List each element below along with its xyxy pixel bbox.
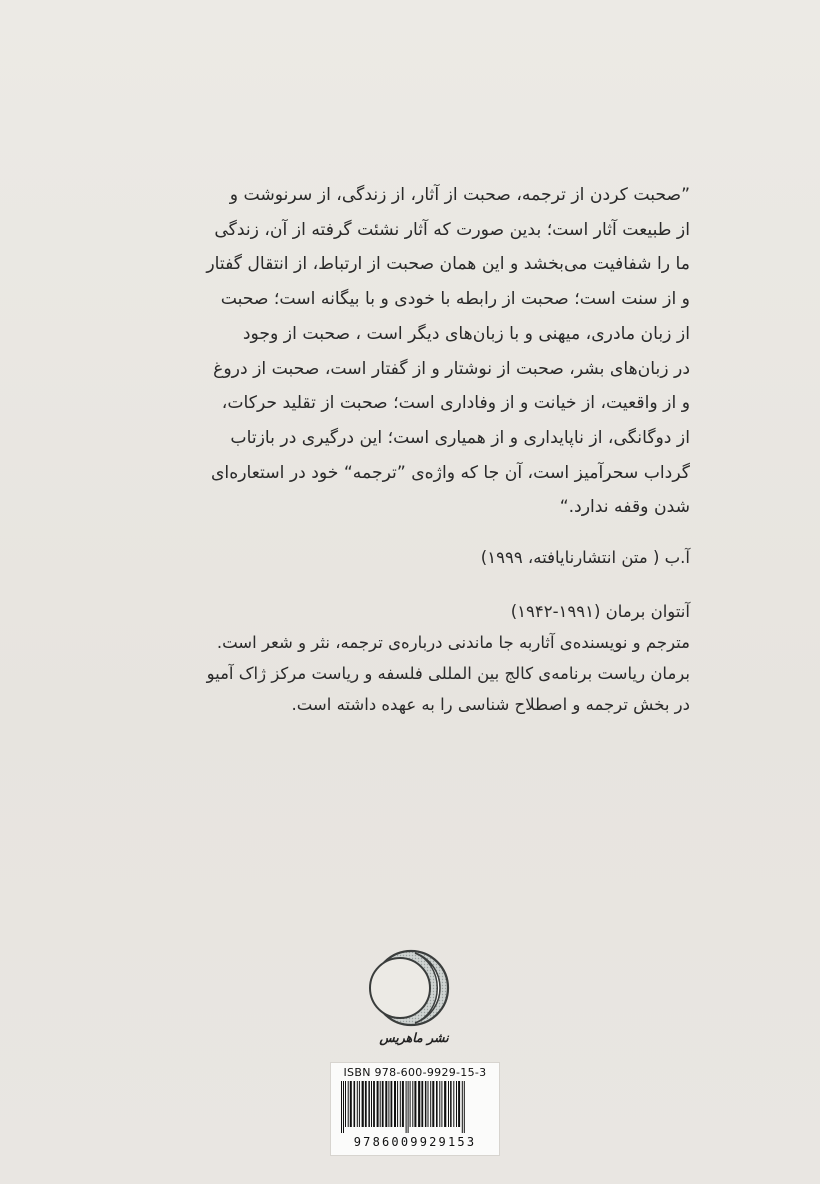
barcode-bar xyxy=(418,1081,420,1127)
barcode-bar xyxy=(428,1081,429,1127)
back-cover-quote xyxy=(150,178,690,525)
quote-line: و از واقعیت، از خیانت و از وفاداری است؛ صحبت از تقلید حرکات، xyxy=(221,393,690,414)
barcode-bars xyxy=(339,1081,491,1133)
quote-line: و از سنت است؛ صحبت از رابطه با خودی و با بیگانه است؛ صحبت xyxy=(220,289,690,310)
barcode-bar xyxy=(380,1081,381,1127)
author-bio xyxy=(130,596,690,720)
barcode-bar xyxy=(450,1081,452,1127)
barcode-bar xyxy=(382,1081,384,1127)
barcode-bar xyxy=(456,1081,457,1127)
barcode-bar xyxy=(359,1081,360,1127)
barcode-bar xyxy=(421,1081,423,1127)
quote-citation: آ.ب ( متن انتشارنایافته، ۱۹۹۹) xyxy=(480,548,690,567)
barcode-bar xyxy=(436,1081,438,1127)
author-name-line: آنتوان برمان (۱۹۹۱-۱۹۴۲) xyxy=(510,602,690,621)
barcode-bar xyxy=(414,1081,416,1127)
barcode-bar xyxy=(410,1081,411,1127)
quote-line: در زبان‌های بشر، صحبت از نوشتار و از گفتار است، صحبت از دروغ xyxy=(213,358,690,379)
barcode-bar xyxy=(464,1081,465,1133)
barcode-bar xyxy=(406,1081,407,1133)
barcode-digits: 9786009929153 xyxy=(353,1135,477,1149)
barcode-bar xyxy=(350,1081,352,1127)
barcode-bar xyxy=(377,1081,379,1127)
barcode-bar xyxy=(391,1081,393,1127)
quote-line: از طبیعت آثار است؛ بدین صورت که آثار نشئت گرفته از آن، زندگی xyxy=(214,219,690,240)
barcode-bar xyxy=(458,1081,460,1127)
barcode-bar xyxy=(400,1081,401,1127)
barcode-bar xyxy=(432,1081,434,1127)
barcode-bar xyxy=(343,1081,344,1133)
quote-line: شدن وقفه ندارد.“ xyxy=(559,497,690,518)
barcode-bar xyxy=(394,1081,396,1127)
barcode-bar xyxy=(441,1081,442,1127)
bio-line: برمان ریاست برنامه‌ی کالج بین المللی فلسفه و ریاست مرکز ژاک آمیو xyxy=(206,664,690,683)
barcode-bar xyxy=(371,1081,372,1127)
barcode-bar xyxy=(439,1081,440,1127)
barcode-bar xyxy=(453,1081,454,1127)
quote-line: از دوگانگی، از ناپایداری و از همیاری است؛ این درگیری در بازتاب xyxy=(230,427,690,448)
barcode-bar xyxy=(365,1081,367,1127)
barcode-bar xyxy=(357,1081,358,1127)
barcode-bar xyxy=(341,1081,342,1133)
barcode-bar xyxy=(397,1081,398,1127)
quote-line: گرداب سحرآمیز است، آن جا که واژه‌ی ”ترجمه“ خود در استعاره‌ای xyxy=(210,462,690,483)
barcode-bar xyxy=(412,1081,413,1127)
barcode-bar xyxy=(448,1081,449,1127)
barcode-bar xyxy=(362,1081,364,1127)
barcode-bar xyxy=(402,1081,404,1127)
isbn-barcode xyxy=(330,1062,500,1156)
barcode-bar xyxy=(388,1081,389,1127)
barcode-bar xyxy=(348,1081,349,1127)
quote-line: از زبان مادری، میهنی و با زبان‌های دیگر است ، صحبت از وجود xyxy=(242,323,690,344)
barcode-bar xyxy=(345,1081,346,1127)
quote-line: ”صحبت کردن از ترجمه، صحبت از آثار، از زندگی، از سرنوشت و xyxy=(229,185,690,205)
barcode-bar xyxy=(425,1081,427,1127)
barcode-bar xyxy=(430,1081,431,1127)
barcode-bar xyxy=(444,1081,446,1127)
barcode-bar xyxy=(462,1081,463,1133)
barcode-bar xyxy=(385,1081,387,1127)
isbn-label: ISBN 978-600-9929-15-3 xyxy=(343,1066,487,1079)
publisher-name: نشر ماهریس xyxy=(379,1030,449,1045)
barcode-bar xyxy=(354,1081,356,1127)
barcode-bar xyxy=(408,1081,409,1133)
barcode-bar xyxy=(368,1081,370,1127)
quote-line: ما را شفافیت می‌بخشد و این همان صحبت از ارتباط، از انتقال گفتار xyxy=(206,254,690,275)
bio-line: مترجم و نویسنده‌ی آثاربه جا ماندنی درباره‌ی ترجمه، نثر و شعر است. xyxy=(216,633,690,652)
bio-line: در بخش ترجمه و اصطلاح شناسی را به عهده داشته است. xyxy=(291,695,690,714)
barcode-bar xyxy=(373,1081,375,1127)
